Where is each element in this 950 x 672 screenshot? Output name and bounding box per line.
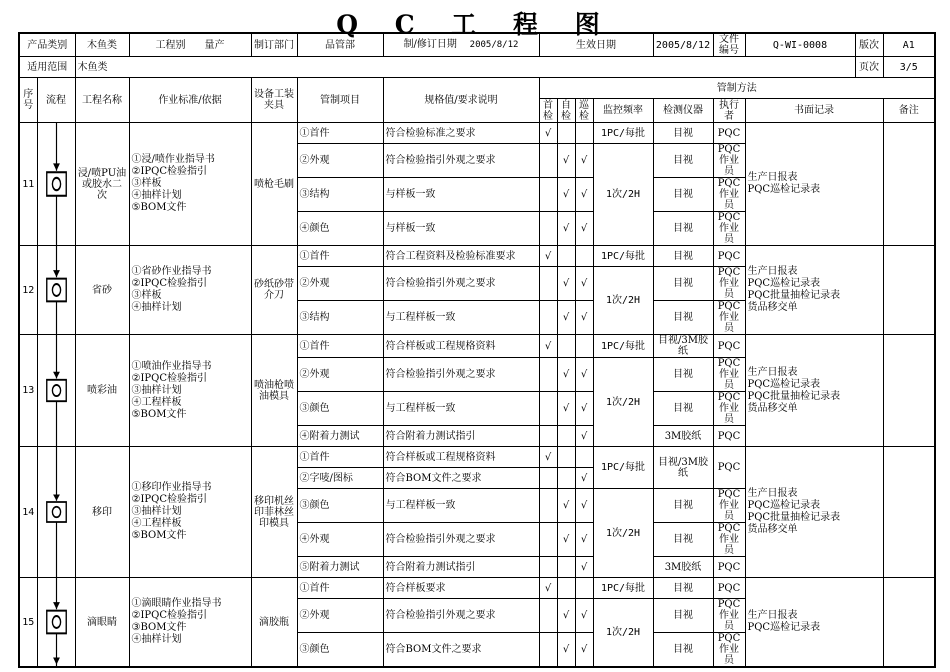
col-patrol-inspection: 巡检	[575, 99, 593, 123]
record-line: 货品移交单	[747, 524, 798, 535]
spec-description: 与工程样板一致	[383, 489, 539, 523]
col-remark: 备注	[883, 99, 935, 123]
executor: PQC作业员	[713, 392, 745, 426]
revision-date-cell: 制/修订日期 2005/8/12	[383, 33, 539, 57]
control-item: ③结构	[297, 301, 383, 335]
self-inspection-mark	[557, 468, 575, 489]
category-label: 产品类别	[19, 33, 75, 57]
process-flow	[37, 335, 75, 447]
patrol-inspection-mark	[575, 335, 593, 358]
written-records	[745, 578, 883, 668]
column-header-row-1	[19, 78, 935, 99]
control-item: ②外观	[297, 267, 383, 301]
standard-line: ②IPQC检验指引	[131, 278, 207, 289]
inspection-instrument: 目视	[653, 178, 713, 212]
first-inspection-mark	[539, 144, 557, 178]
monitor-frequency: 1次/2H	[593, 489, 653, 578]
record-line: PQC批量抽检记录表	[747, 390, 841, 402]
record-line: 货品移交单	[747, 402, 798, 414]
inspection-instrument: 目视	[653, 123, 713, 144]
first-inspection-mark: √	[539, 123, 557, 144]
self-inspection-mark	[557, 578, 575, 599]
remark	[883, 335, 935, 447]
col-method: 管制方法	[539, 78, 935, 99]
monitor-frequency: 1次/2H	[593, 267, 653, 335]
col-name: 工程名称	[75, 78, 129, 123]
executor: PQC作业员	[713, 301, 745, 335]
remark	[883, 123, 935, 246]
inspection-instrument: 目视	[653, 301, 713, 335]
process-standards	[129, 447, 251, 578]
record-line: 生产日报表	[747, 610, 798, 621]
process-flow	[37, 246, 75, 335]
spec-description: 与样板一致	[383, 212, 539, 246]
patrol-inspection-mark: √	[575, 178, 593, 212]
written-records	[745, 246, 883, 335]
first-inspection-mark	[539, 301, 557, 335]
col-seq: 序号	[19, 78, 37, 123]
patrol-inspection-mark	[575, 123, 593, 144]
control-item: ③结构	[297, 178, 383, 212]
flow-diagram	[38, 246, 75, 334]
inspection-instrument: 目视	[653, 358, 713, 392]
control-item: ①首件	[297, 246, 383, 267]
inspection-instrument: 目视	[653, 578, 713, 599]
first-inspection-mark: √	[539, 447, 557, 468]
remark	[883, 447, 935, 578]
self-inspection-mark	[557, 426, 575, 447]
process-equipment: 砂纸砂带介刀	[251, 246, 297, 335]
executor: PQC作业员	[713, 523, 745, 557]
patrol-inspection-mark: √	[575, 489, 593, 523]
spec-description: 符合BOM文件之要求	[383, 633, 539, 668]
scope-value: 木鱼类	[75, 57, 855, 78]
executor: PQC作业员	[713, 633, 745, 668]
control-item: ①首件	[297, 335, 383, 358]
patrol-inspection-mark: √	[575, 301, 593, 335]
process-equipment: 喷枪毛刷	[251, 123, 297, 246]
col-frequency: 监控频率	[593, 99, 653, 123]
table-row	[19, 578, 935, 599]
executor: PQC作业员	[713, 144, 745, 178]
standard-line: ⑤BOM文件	[131, 530, 187, 541]
standard-line: ④工程样板	[131, 518, 182, 529]
process-name: 滴眼睛	[75, 578, 129, 668]
remark	[883, 578, 935, 668]
first-inspection-mark	[539, 489, 557, 523]
self-inspection-mark	[557, 557, 575, 578]
written-records	[745, 447, 883, 578]
self-inspection-mark	[557, 123, 575, 144]
record-line: PQC批量抽检记录表	[747, 290, 841, 301]
self-inspection-mark	[557, 335, 575, 358]
executor: PQC	[713, 426, 745, 447]
spec-description: 符合工程资料及检验标准要求	[383, 246, 539, 267]
executor: PQC作业员	[713, 212, 745, 246]
monitor-frequency: 1PC/每批	[593, 447, 653, 489]
monitor-frequency: 1PC/每批	[593, 578, 653, 599]
self-inspection-mark: √	[557, 489, 575, 523]
col-first-inspection: 首检	[539, 99, 557, 123]
table-row	[19, 447, 935, 468]
first-inspection-mark: √	[539, 246, 557, 267]
inspection-instrument: 目视	[653, 246, 713, 267]
qc-process-table	[18, 32, 936, 668]
inspection-instrument: 目视	[653, 267, 713, 301]
spec-description: 与工程样板一致	[383, 301, 539, 335]
record-line: 生产日报表	[747, 172, 798, 183]
control-item: ⑤附着力测试	[297, 557, 383, 578]
doc-number-value: Q-WI-0008	[745, 33, 855, 57]
first-inspection-mark	[539, 426, 557, 447]
patrol-inspection-mark: √	[575, 468, 593, 489]
flow-diagram	[38, 447, 75, 577]
col-executor: 执行者	[713, 99, 745, 123]
standard-line: ①滴眼睛作业指导书	[131, 598, 222, 609]
dept-value: 品管部	[297, 33, 383, 57]
spec-description: 符合检验指引外观之要求	[383, 358, 539, 392]
table-row	[19, 335, 935, 358]
monitor-frequency: 1PC/每批	[593, 123, 653, 144]
patrol-inspection-mark: √	[575, 426, 593, 447]
inspection-instrument: 目视	[653, 489, 713, 523]
inspection-instrument: 目视/3M胶纸	[653, 447, 713, 489]
remark	[883, 246, 935, 335]
first-inspection-mark	[539, 358, 557, 392]
standard-line: ②IPQC检验指引	[131, 494, 207, 505]
process-name: 喷彩油	[75, 335, 129, 447]
first-inspection-mark: √	[539, 578, 557, 599]
col-standard: 作业标准/依据	[129, 78, 251, 123]
standard-line: ④抽样计划	[131, 634, 182, 645]
control-item: ③颜色	[297, 392, 383, 426]
standard-line: ③抽样计划	[131, 506, 182, 517]
first-inspection-mark	[539, 468, 557, 489]
standard-line: ②IPQC检验指引	[131, 166, 207, 177]
self-inspection-mark: √	[557, 523, 575, 557]
executor: PQC作业员	[713, 599, 745, 633]
standard-line: ⑤BOM文件	[131, 408, 187, 420]
control-item: ①首件	[297, 123, 383, 144]
inspection-instrument: 目视	[653, 212, 713, 246]
spec-description: 符合BOM文件之要求	[383, 468, 539, 489]
spec-description: 符合样板要求	[383, 578, 539, 599]
patrol-inspection-mark: √	[575, 144, 593, 178]
record-line: PQC巡检记录表	[747, 184, 821, 195]
process-flow	[37, 447, 75, 578]
process-flow	[37, 123, 75, 246]
table-row	[19, 123, 935, 144]
inspection-instrument: 目视	[653, 633, 713, 668]
header-row-1	[19, 33, 935, 57]
version-label: 版次	[855, 33, 883, 57]
process-standards	[129, 335, 251, 447]
standard-line: ①喷油作业指导书	[131, 360, 212, 372]
record-line: 生产日报表	[747, 488, 798, 499]
self-inspection-mark	[557, 246, 575, 267]
process-standards	[129, 246, 251, 335]
table-row	[19, 246, 935, 267]
patrol-inspection-mark: √	[575, 523, 593, 557]
self-inspection-mark: √	[557, 358, 575, 392]
standard-line: ④抽样计划	[131, 302, 182, 313]
patrol-inspection-mark: √	[575, 633, 593, 668]
monitor-frequency: 1次/2H	[593, 144, 653, 246]
inspection-instrument: 目视/3M胶纸	[653, 335, 713, 358]
standard-line: ①浸/喷作业指导书	[131, 154, 215, 165]
standard-line: ①移印作业指导书	[131, 482, 212, 493]
control-item: ②外观	[297, 144, 383, 178]
control-item: ①首件	[297, 447, 383, 468]
record-line: PQC巡检记录表	[747, 378, 821, 390]
control-item: ①首件	[297, 578, 383, 599]
patrol-inspection-mark	[575, 447, 593, 468]
patrol-inspection-mark: √	[575, 599, 593, 633]
executor: PQC	[713, 557, 745, 578]
self-inspection-mark: √	[557, 212, 575, 246]
executor: PQC作业员	[713, 178, 745, 212]
standard-line: ③样板	[131, 290, 162, 301]
self-inspection-mark: √	[557, 392, 575, 426]
monitor-frequency: 1次/2H	[593, 599, 653, 668]
process-equipment: 移印机丝印菲林丝印模具	[251, 447, 297, 578]
executor: PQC	[713, 447, 745, 489]
col-record: 书面记录	[745, 99, 883, 123]
executor: PQC	[713, 335, 745, 358]
col-flow: 流程	[37, 78, 75, 123]
process-name: 移印	[75, 447, 129, 578]
category-value: 木鱼类	[75, 33, 129, 57]
patrol-inspection-mark	[575, 578, 593, 599]
first-inspection-mark	[539, 212, 557, 246]
self-inspection-mark: √	[557, 178, 575, 212]
process-standards	[129, 123, 251, 246]
process-equipment: 喷油枪喷油模具	[251, 335, 297, 447]
written-records	[745, 123, 883, 246]
spec-description: 符合检验标准之要求	[383, 123, 539, 144]
spec-description: 符合检验指引外观之要求	[383, 599, 539, 633]
first-inspection-mark: √	[539, 335, 557, 358]
control-item: ③颜色	[297, 489, 383, 523]
standard-line: ⑤BOM文件	[131, 202, 187, 213]
spec-description: 与样板一致	[383, 178, 539, 212]
self-inspection-mark: √	[557, 633, 575, 668]
spec-description: 符合检验指引外观之要求	[383, 144, 539, 178]
self-inspection-mark: √	[557, 599, 575, 633]
inspection-instrument: 3M胶纸	[653, 557, 713, 578]
executor: PQC作业员	[713, 267, 745, 301]
spec-description: 符合附着力测试指引	[383, 557, 539, 578]
flow-diagram	[38, 335, 75, 446]
control-item: ④外观	[297, 523, 383, 557]
effective-date-value: 2005/8/12	[653, 33, 713, 57]
first-inspection-mark	[539, 392, 557, 426]
record-line: 货品移交单	[747, 302, 798, 313]
executor: PQC	[713, 246, 745, 267]
executor: PQC作业员	[713, 358, 745, 392]
spec-description: 符合检验指引外观之要求	[383, 523, 539, 557]
flow-diagram	[38, 578, 75, 666]
col-spec: 规格值/要求说明	[383, 78, 539, 123]
header-row-2	[19, 57, 935, 78]
control-item: ②外观	[297, 358, 383, 392]
version-value: A1	[883, 33, 935, 57]
col-instrument: 检测仪器	[653, 99, 713, 123]
standard-line: ③抽样计划	[131, 384, 182, 396]
process-type-cell: 工程别 量产	[129, 33, 251, 57]
effective-date-label: 生效日期	[539, 33, 653, 57]
col-item: 管制项目	[297, 78, 383, 123]
self-inspection-mark	[557, 447, 575, 468]
process-seq: 11	[19, 123, 37, 246]
standard-line: ④抽样计划	[131, 190, 182, 201]
standard-line: ②IPQC检验指引	[131, 372, 207, 384]
first-inspection-mark	[539, 178, 557, 212]
page-label: 页次	[855, 57, 883, 78]
col-self-inspection: 自检	[557, 99, 575, 123]
monitor-frequency: 1PC/每批	[593, 246, 653, 267]
control-item: ②外观	[297, 599, 383, 633]
first-inspection-mark	[539, 633, 557, 668]
spec-description: 与工程样板一致	[383, 392, 539, 426]
patrol-inspection-mark: √	[575, 557, 593, 578]
inspection-instrument: 3M胶纸	[653, 426, 713, 447]
page-title: Q C 工 程 图	[336, 10, 614, 39]
standard-line: ④工程样板	[131, 396, 182, 408]
inspection-instrument: 目视	[653, 599, 713, 633]
spec-description: 符合样板或工程规格资料	[383, 335, 539, 358]
col-equipment: 设备工装夹具	[251, 78, 297, 123]
process-seq: 15	[19, 578, 37, 668]
control-item: ④颜色	[297, 212, 383, 246]
control-item: ④附着力测试	[297, 426, 383, 447]
standard-line: ③BOM文件	[131, 622, 187, 633]
standard-line: ①省砂作业指导书	[131, 266, 212, 277]
written-records	[745, 335, 883, 447]
first-inspection-mark	[539, 599, 557, 633]
scope-label: 适用范围	[19, 57, 75, 78]
patrol-inspection-mark	[575, 246, 593, 267]
process-flow	[37, 578, 75, 668]
first-inspection-mark	[539, 557, 557, 578]
patrol-inspection-mark: √	[575, 267, 593, 301]
standard-line: ②IPQC检验指引	[131, 610, 207, 621]
record-line: PQC批量抽检记录表	[747, 512, 841, 523]
doc-number-label: 文件编号	[713, 33, 745, 57]
spec-description: 符合检验指引外观之要求	[383, 267, 539, 301]
process-equipment: 滴胶瓶	[251, 578, 297, 668]
spec-description: 符合样板或工程规格资料	[383, 447, 539, 468]
process-seq: 14	[19, 447, 37, 578]
first-inspection-mark	[539, 267, 557, 301]
spec-description: 符合附着力测试指引	[383, 426, 539, 447]
self-inspection-mark: √	[557, 144, 575, 178]
page-value: 3/5	[883, 57, 935, 78]
inspection-instrument: 目视	[653, 392, 713, 426]
process-name: 浸/喷PU油或胶水二次	[75, 123, 129, 246]
monitor-frequency: 1PC/每批	[593, 335, 653, 358]
flow-diagram	[38, 123, 75, 245]
patrol-inspection-mark: √	[575, 212, 593, 246]
patrol-inspection-mark: √	[575, 358, 593, 392]
record-line: PQC巡检记录表	[747, 278, 821, 289]
dept-label: 制订部门	[251, 33, 297, 57]
control-item: ②字唛/图标	[297, 468, 383, 489]
self-inspection-mark: √	[557, 301, 575, 335]
record-line: 生产日报表	[747, 366, 798, 378]
process-standards	[129, 578, 251, 668]
executor: PQC	[713, 578, 745, 599]
monitor-frequency: 1次/2H	[593, 358, 653, 447]
patrol-inspection-mark: √	[575, 392, 593, 426]
first-inspection-mark	[539, 523, 557, 557]
record-line: PQC巡检记录表	[747, 500, 821, 511]
process-name: 省砂	[75, 246, 129, 335]
self-inspection-mark: √	[557, 267, 575, 301]
process-seq: 12	[19, 246, 37, 335]
inspection-instrument: 目视	[653, 144, 713, 178]
record-line: PQC巡检记录表	[747, 622, 821, 633]
inspection-instrument: 目视	[653, 523, 713, 557]
standard-line: ③样板	[131, 178, 162, 189]
executor: PQC作业员	[713, 489, 745, 523]
control-item: ③颜色	[297, 633, 383, 668]
process-seq: 13	[19, 335, 37, 447]
record-line: 生产日报表	[747, 266, 798, 277]
executor: PQC	[713, 123, 745, 144]
